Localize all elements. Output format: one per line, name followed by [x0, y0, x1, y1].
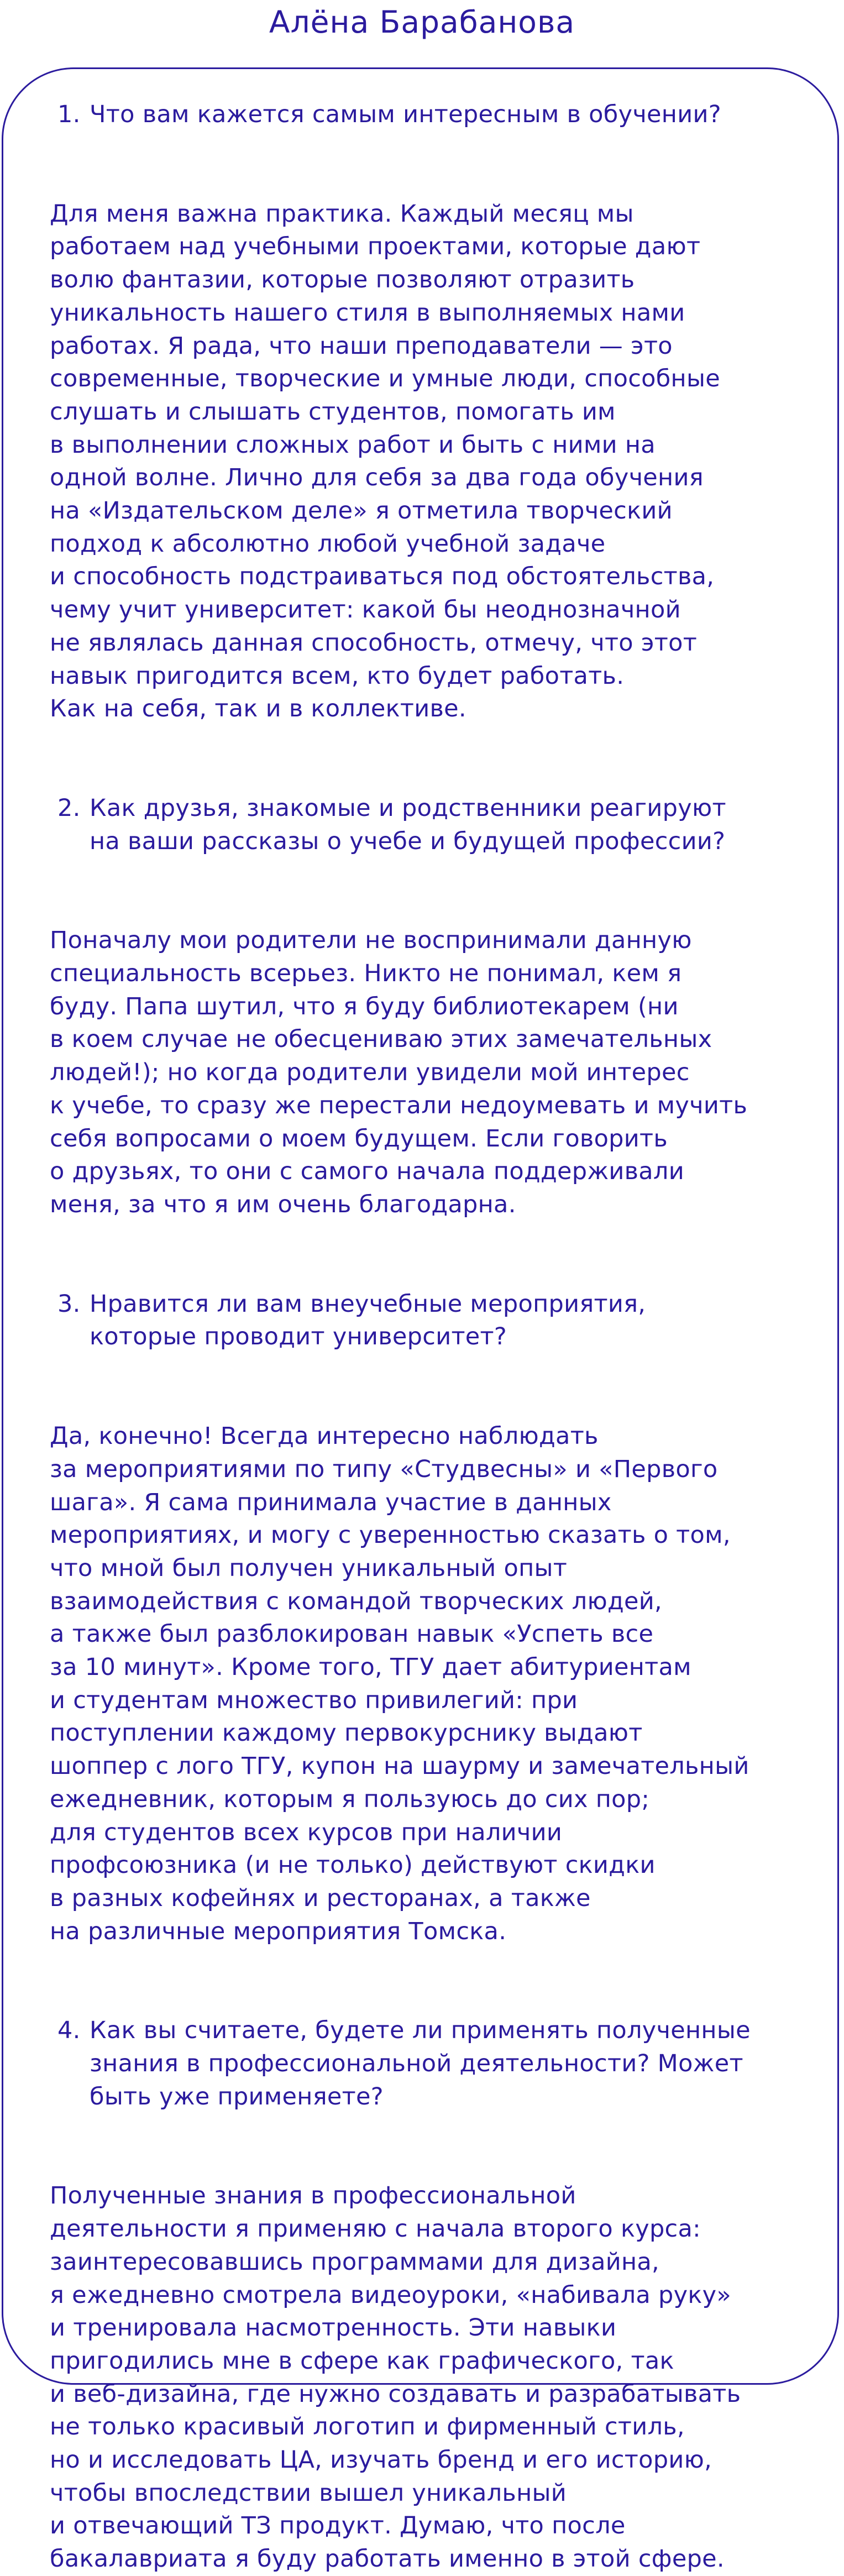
question-line: на ваши рассказы о учебе и будущей профессии? [90, 827, 726, 855]
question-text [90, 2014, 824, 2113]
answer-line: и отвечающий ТЗ продукт. Думаю, что после [50, 2512, 626, 2540]
question-line: Нравится ли вам внеучебные мероприятия, [90, 1290, 646, 1318]
answer-line: и студентам множество привилегий: при [50, 1686, 578, 1714]
answer-line: за 10 минут». Кроме того, ТГУ дает абитуриентам [50, 1653, 691, 1682]
interview-content [50, 98, 824, 2576]
answer-line: Да, конечно! Всегда интересно наблюдать [50, 1422, 599, 1451]
answer-line: ежедневник, которым я пользуюсь до сих пор; [50, 1785, 650, 1813]
question-2 [50, 792, 824, 858]
answer-line: а также был разблокирован навык «Успеть все [50, 1620, 654, 1648]
answer-line: Для меня важна практика. Каждый месяц мы [50, 200, 634, 228]
question-line: Что вам кажется самым интересным в обучении? [90, 101, 721, 128]
question-text [90, 98, 824, 132]
answer-line: на различные мероприятия Томска. [50, 1917, 507, 1945]
answer-line: себя вопросами о моем будущем. Если говорить [50, 1124, 668, 1153]
answer-line: мероприятиях, и могу с уверенностью сказать о том, [50, 1521, 731, 1549]
answer-line: шоппер с лого ТГУ, купон на шаурму и замечательный [50, 1752, 749, 1781]
answer-line: деятельности я применяю с начала второго курса: [50, 2215, 701, 2243]
answer-line: волю фантазии, которые позволяют отразить [50, 266, 635, 294]
answer-line: навык пригодится всем, кто будет работать. [50, 662, 625, 690]
answer-line: пригодились мне в сфере как графического, так [50, 2347, 674, 2375]
answer-line: Поначалу мои родители не воспринимали данную [50, 926, 692, 955]
question-number: 2. [57, 794, 81, 822]
question-line: быть уже применяете? [90, 2082, 384, 2111]
question-line: Как вы считаете, будете ли применять полученные [90, 2017, 751, 2045]
answer-line: людей!); но когда родители увидели мой интерес [50, 1059, 690, 1087]
answer-line: в выполнении сложных работ и быть с ними на [50, 431, 656, 459]
answer-line: о друзьях, то они с самого начала поддерживали [50, 1158, 684, 1186]
question-line: которые проводит университет? [90, 1323, 507, 1351]
answer-line: и тренировала насмотренность. Эти навыки [50, 2314, 617, 2342]
answer-line: специальность всерьез. Никто не понимал, кем я [50, 960, 682, 988]
answer-line: не только красивый логотип и фирменный стиль, [50, 2413, 685, 2441]
answer-line: за мероприятиями по типу «Студвесны» и «Первого [50, 1455, 718, 1483]
answer-line: работаем над учебными проектами, которые дают [50, 233, 701, 261]
answer-line: современные, творческие и умные люди, способные [50, 365, 720, 393]
answer-line: что мной был получен уникальный опыт [50, 1554, 568, 1582]
answer-line: одной волне. Лично для себя за два года обучения [50, 464, 704, 492]
answer-3 [50, 1420, 824, 1948]
answer-line: для студентов всех курсов при наличии [50, 1818, 563, 1846]
answer-line: слушать и слышать студентов, помогать им [50, 397, 616, 426]
question-3 [50, 1288, 824, 1354]
answer-line: шага». Я сама принимала участие в данных [50, 1488, 612, 1516]
question-line: Как друзья, знакомые и родственники реагируют [90, 794, 726, 822]
question-line: знания в профессиональной деятельности? Может [90, 2050, 743, 2078]
answer-line: я ежедневно смотрела видеоуроки, «набивала руку» [50, 2281, 731, 2309]
answer-line: на «Издательском деле» я отметила творческий [50, 497, 673, 525]
answer-line: чему учит университет: какой бы неоднозначной [50, 596, 681, 624]
answer-1 [50, 198, 824, 726]
answer-line: и веб-дизайна, где нужно создавать и разрабатывать [50, 2380, 741, 2408]
answer-line: Как на себя, так и в коллективе. [50, 695, 466, 723]
question-4 [50, 2014, 824, 2113]
answer-line: к учебе, то сразу же перестали недоумевать и мучить [50, 1091, 748, 1119]
answer-line: Полученные знания в профессиональной [50, 2182, 576, 2210]
question-number: 1. [57, 101, 81, 128]
answer-line: поступлении каждому первокурснику выдают [50, 1719, 643, 1747]
answer-line: подход к абсолютно любой учебной задаче [50, 530, 606, 558]
question-number: 3. [57, 1290, 81, 1318]
answer-line: работах. Я рада, что наши преподаватели — это [50, 332, 673, 360]
answer-line: чтобы впоследствии вышел уникальный [50, 2479, 567, 2507]
answer-line: буду. Папа шутил, что я буду библиотекарем (ни [50, 992, 679, 1020]
question-text [90, 1288, 824, 1354]
answer-2 [50, 924, 824, 1221]
answer-line: в разных кофейнях и ресторанах, а также [50, 1884, 591, 1912]
page-title: Алёна Барабанова [269, 4, 575, 40]
answer-line: меня, за что я им очень благодарна. [50, 1190, 516, 1218]
answer-line: но и исследовать ЦА, изучать бренд и его историю, [50, 2446, 712, 2474]
question-text [90, 792, 824, 858]
answer-line: уникальность нашего стиля в выполняемых нами [50, 299, 685, 327]
answer-line: бакалавриата я буду работать именно в этой сфере. [50, 2545, 725, 2573]
answer-line: не являлась данная способность, отмечу, что этот [50, 629, 698, 657]
answer-line: заинтересовавшись программами для дизайна, [50, 2248, 660, 2276]
answer-line: профсоюзника (и не только) действуют скидки [50, 1851, 656, 1879]
answer-line: в коем случае не обесцениваю этих замечательных [50, 1025, 712, 1054]
question-number: 4. [57, 2017, 81, 2045]
answer-line: и способность подстраиваться под обстоятельства, [50, 563, 715, 591]
answer-4 [50, 2180, 824, 2575]
answer-line: взаимодействия с командой творческих людей, [50, 1587, 662, 1615]
question-1 [50, 98, 824, 132]
